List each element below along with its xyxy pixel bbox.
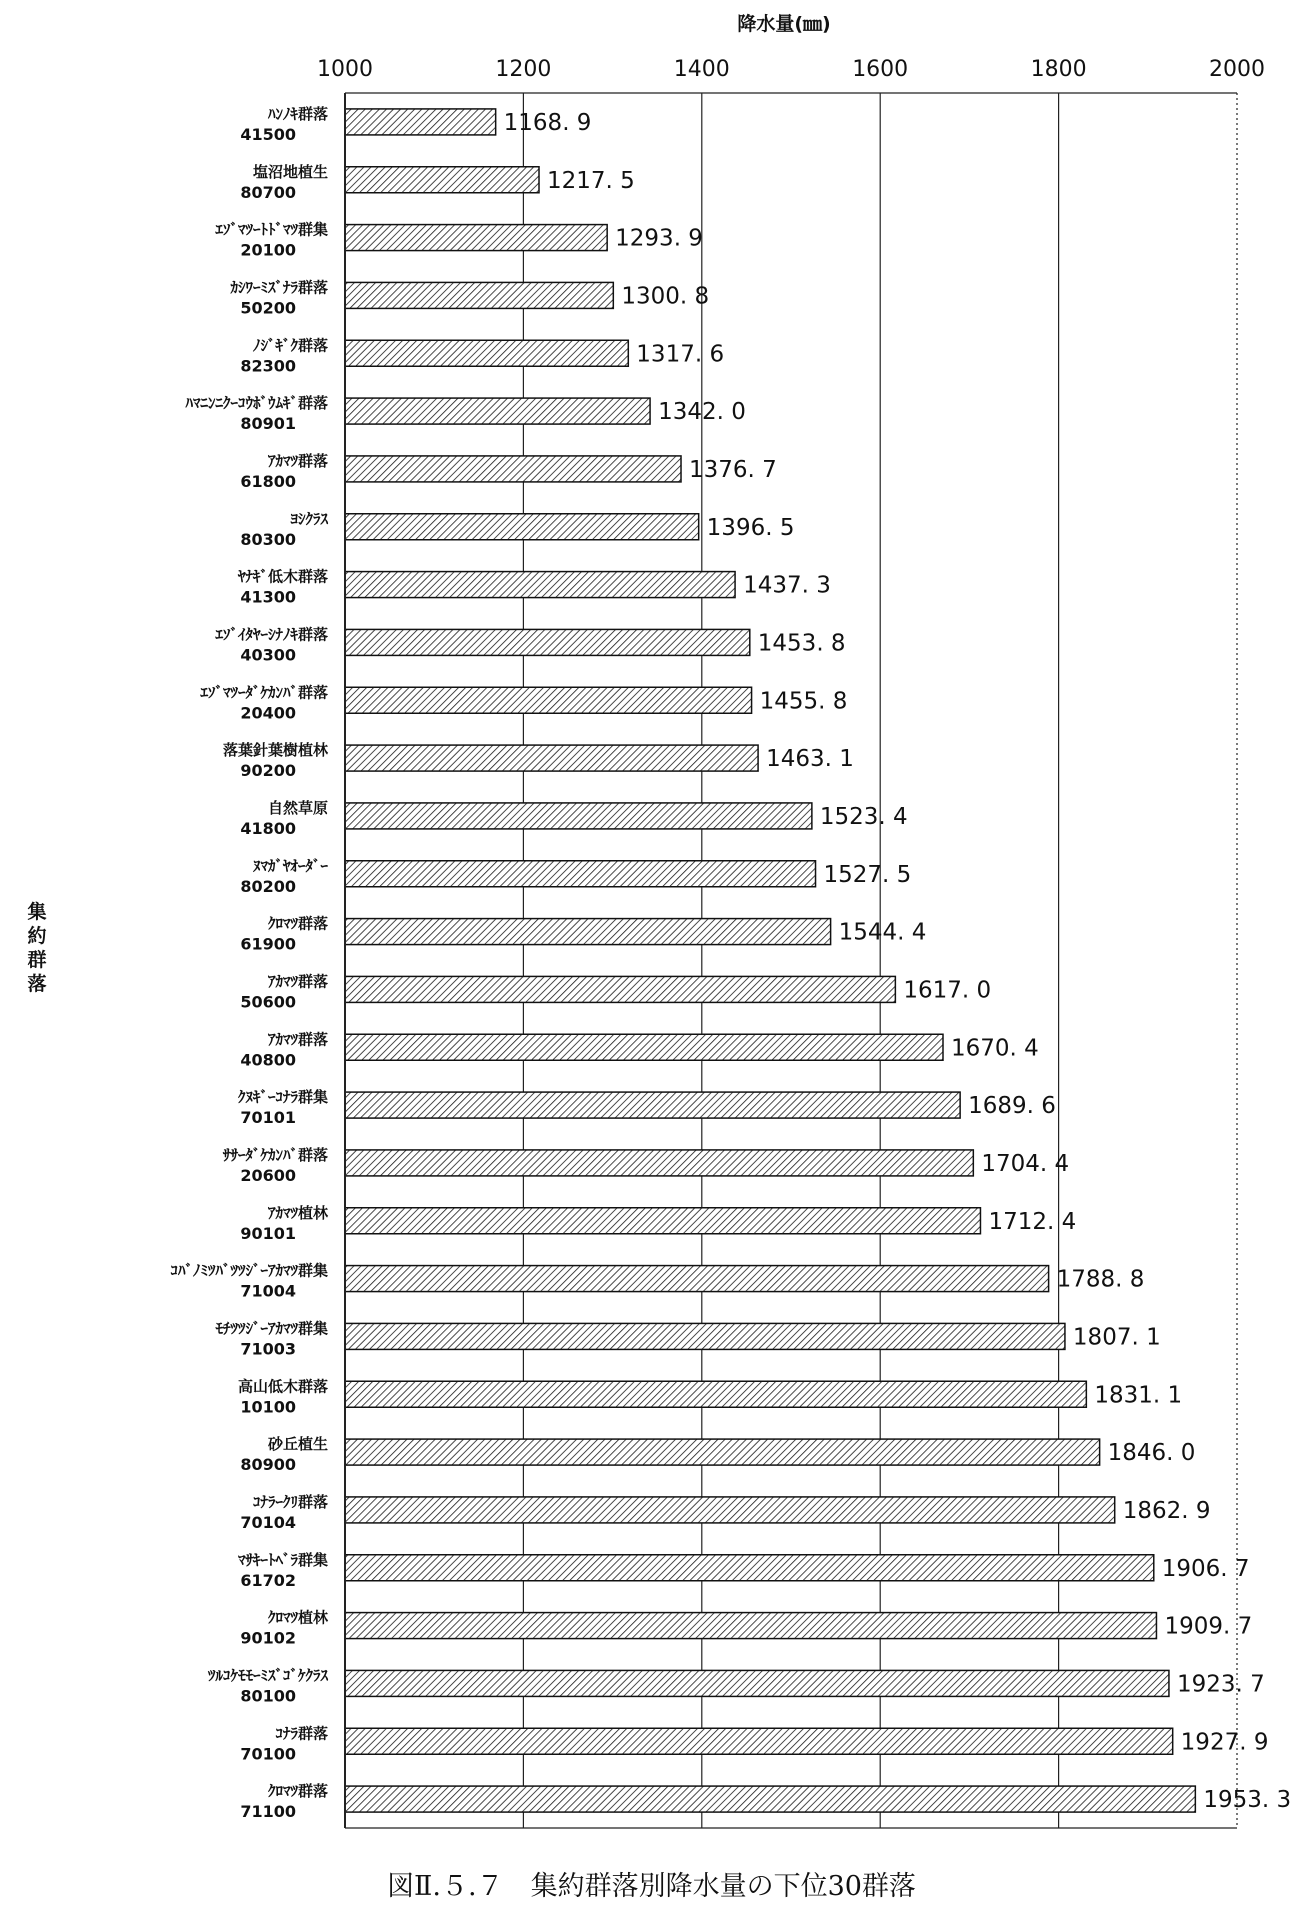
category-code-label: 80200: [240, 876, 296, 896]
bar-value-label: 1846. 0: [1107, 1440, 1196, 1467]
category-code-label: 90102: [240, 1628, 296, 1648]
bar: [345, 687, 752, 713]
category-name-label: ｸﾛﾏﾂ植林: [267, 1608, 328, 1627]
bar: [345, 629, 750, 655]
category-code-label: 70100: [240, 1744, 296, 1764]
category-name-label: ﾖｼｸﾗｽ: [290, 509, 328, 528]
category-code-label: 50600: [240, 992, 296, 1012]
bar: [345, 1670, 1169, 1696]
category-code-label: 80700: [240, 182, 296, 202]
category-name-label: ｴｿﾞｲﾀﾔｰｼﾅﾉｷ群落: [215, 625, 328, 644]
bar-value-label: 1523. 4: [819, 803, 908, 830]
bar-value-label: 1453. 8: [757, 630, 846, 657]
bar: [345, 1786, 1195, 1812]
x-tick-label: 1200: [495, 57, 552, 82]
bar-value-label: 1617. 0: [903, 977, 992, 1004]
category-code-label: 10100: [240, 1397, 296, 1417]
category-name-label: ｱｶﾏﾂ植林: [267, 1203, 328, 1222]
bar: [345, 167, 539, 193]
category-code-label: 71100: [240, 1802, 296, 1822]
category-name-label: ｸﾇｷﾞｰｺﾅﾗ群集: [237, 1088, 328, 1107]
figure-caption: 図Ⅱ.５.７ 集約群落別降水量の下位30群落: [387, 1871, 916, 1902]
bar: [345, 1323, 1065, 1349]
bar: [345, 1439, 1100, 1465]
category-code-label: 40800: [240, 1050, 296, 1070]
bar: [345, 1092, 960, 1118]
bar-value-label: 1544. 4: [838, 919, 927, 946]
category-code-label: 80100: [240, 1686, 296, 1706]
bar-value-label: 1455. 8: [759, 688, 848, 715]
bar: [345, 398, 650, 424]
category-code-label: 71004: [240, 1281, 296, 1301]
x-tick-label: 1800: [1030, 57, 1087, 82]
bar: [345, 976, 895, 1002]
bar: [345, 1381, 1086, 1407]
x-tick-label: 1600: [852, 57, 909, 82]
bar-value-label: 1463. 1: [766, 746, 854, 773]
category-name-label: ﾔﾅｷﾞ低木群落: [237, 567, 328, 586]
category-labels: [170, 105, 329, 1821]
category-code-label: 61702: [240, 1570, 296, 1590]
bar: [345, 1034, 943, 1060]
bar: [345, 1150, 973, 1176]
bar: [345, 1266, 1049, 1292]
bar: [345, 1497, 1115, 1523]
category-name-label: ﾓﾁﾂﾂｼﾞｰｱｶﾏﾂ群集: [215, 1319, 328, 1338]
category-code-label: 70104: [240, 1512, 296, 1532]
category-code-label: 61900: [240, 934, 296, 954]
bar-value-label: 1168. 9: [503, 109, 592, 136]
bar-value-label: 1862. 9: [1122, 1497, 1211, 1524]
bar-value-label: 1670. 4: [950, 1035, 1039, 1062]
x-tick-label: 1400: [673, 57, 730, 82]
category-name-label: ﾇﾏｶﾞﾔｵｰﾀﾞｰ: [252, 856, 328, 875]
category-code-label: 90101: [240, 1223, 296, 1243]
category-code-label: 20100: [240, 240, 296, 260]
category-name-label: ｴｿﾞﾏﾂｰﾀﾞｹｶﾝﾊﾞ群落: [200, 683, 328, 702]
bar: [345, 745, 758, 771]
category-name-label: 塩沼地植生: [252, 162, 328, 181]
bar-value-label: 1788. 8: [1056, 1266, 1145, 1293]
category-code-label: 80900: [240, 1455, 296, 1475]
bars: [345, 109, 1195, 1812]
category-code-label: 41500: [240, 124, 296, 144]
bar: [345, 919, 831, 945]
category-name-label: 砂丘植生: [267, 1435, 328, 1454]
bar-value-label: 1217. 5: [547, 167, 635, 194]
category-code-label: 50200: [240, 298, 296, 318]
bar-value-label: 1831. 1: [1094, 1382, 1183, 1409]
bar: [345, 1728, 1173, 1754]
category-name-label: ｴｿﾞﾏﾂｰﾄﾄﾞﾏﾂ群集: [215, 220, 328, 239]
bar-value-label: 1704. 4: [981, 1150, 1070, 1177]
category-name-label: ﾊﾝﾉｷ群落: [267, 104, 328, 123]
bar-value-label: 1342. 0: [658, 399, 746, 426]
bar-value-label: 1689. 6: [968, 1093, 1056, 1120]
y-axis-label: 集 約 群 落: [27, 901, 47, 995]
bar: [345, 803, 812, 829]
category-name-label: ｺﾊﾞﾉﾐﾂﾊﾞﾂﾂｼﾞｰｱｶﾏﾂ群集: [170, 1261, 328, 1280]
category-name-label: ｻｻｰﾀﾞｹｶﾝﾊﾞ群落: [222, 1145, 328, 1164]
category-name-label: 高山低木群落: [237, 1377, 328, 1396]
category-name-label: ｱｶﾏﾂ群落: [267, 972, 328, 991]
bar-value-label: 1376. 7: [689, 456, 777, 483]
category-name-label: ｺﾅﾗｰｸﾘ群落: [252, 1492, 328, 1511]
bar: [345, 225, 607, 251]
category-code-label: 20600: [240, 1165, 296, 1185]
bar: [345, 514, 699, 540]
category-name-label: ｸﾛﾏﾂ群落: [267, 914, 328, 933]
bar-value-label: 1909. 7: [1164, 1613, 1253, 1640]
category-name-label: ｸﾛﾏﾂ群落: [267, 1782, 328, 1801]
bar: [345, 1613, 1156, 1639]
category-name-label: ﾂﾙｺｹﾓﾓｰﾐｽﾞｺﾞｹｸﾗｽ: [207, 1666, 328, 1685]
bar-value-label: 1300. 8: [621, 283, 710, 310]
bar-value-label: 1927. 9: [1180, 1729, 1269, 1756]
category-name-label: ﾊﾏﾆﾝﾆｸｰｺｳﾎﾞｳﾑｷﾞ群落: [185, 394, 328, 413]
category-name-label: ｱｶﾏﾂ群落: [267, 451, 328, 470]
category-name-label: ｱｶﾏﾂ群落: [267, 1030, 328, 1049]
category-name-label: 自然草原: [267, 798, 328, 817]
bar-value-label: 1317. 6: [636, 341, 725, 368]
bar: [345, 340, 628, 366]
category-name-label: ｶｼﾜｰﾐｽﾞﾅﾗ群落: [230, 278, 328, 297]
category-code-label: 61800: [240, 471, 296, 491]
bar-value-label: 1923. 7: [1176, 1671, 1265, 1698]
category-code-label: 82300: [240, 356, 296, 376]
category-name-label: ﾉｼﾞｷﾞｸ群落: [252, 336, 328, 355]
x-tick-label: 2000: [1209, 57, 1265, 82]
category-name-label: ﾏｻｷｰﾄﾍﾞﾗ群集: [237, 1550, 328, 1569]
bar: [345, 456, 681, 482]
bar: [345, 861, 816, 887]
bar: [345, 1208, 980, 1234]
x-axis-label: 降水量(㎜): [737, 13, 831, 35]
category-code-label: 20400: [240, 703, 296, 723]
category-code-label: 40300: [240, 645, 296, 665]
bar-value-label: 1527. 5: [823, 861, 912, 888]
bar-value-label: 1396. 5: [706, 514, 795, 541]
category-name-label: ｺﾅﾗ群落: [275, 1724, 328, 1743]
category-code-label: 71003: [240, 1339, 296, 1359]
x-tick-label: 1000: [317, 57, 373, 82]
bar: [345, 282, 613, 308]
category-code-label: 41300: [240, 587, 296, 607]
bar: [345, 109, 496, 135]
bar: [345, 1555, 1154, 1581]
category-code-label: 41800: [240, 818, 296, 838]
bar: [345, 572, 735, 598]
category-code-label: 80300: [240, 529, 296, 549]
bar-value-label: 1437. 3: [743, 572, 831, 599]
category-code-label: 80901: [240, 414, 296, 434]
bar-value-label: 1906. 7: [1161, 1555, 1250, 1582]
bar-value-label: 1293. 9: [615, 225, 703, 252]
bar-value-label: 1807. 1: [1072, 1324, 1161, 1351]
bar-value-label: 1953. 3: [1203, 1787, 1292, 1814]
category-code-label: 70101: [240, 1108, 296, 1128]
bar-value-label: 1712. 4: [988, 1208, 1077, 1235]
category-code-label: 90200: [240, 761, 296, 781]
category-name-label: 落葉針葉樹植林: [222, 741, 328, 760]
